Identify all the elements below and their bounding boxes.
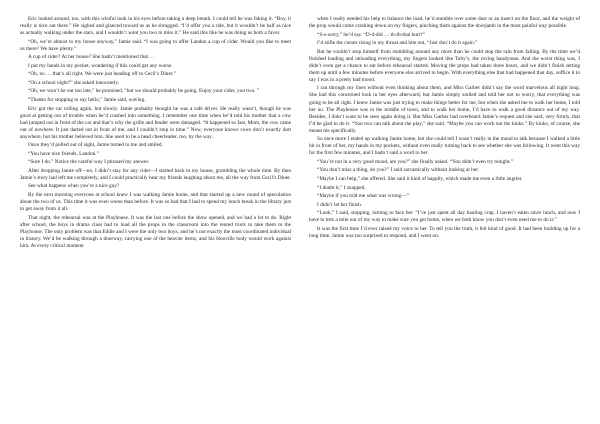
paragraph: Eric got the car rolling again, but slowly. Jamie probably thought he was a safe driver. He really wasn’t, though he was good at getting out of trouble when he’d crashed into something. I remember one time when he’d told his mother that a cow had jumped out in front of the car and that’s why the grille and fender were damaged. “It happened so fast, Mom, the cow came out of nowhere. It just darted out in front of me, and I couldn’t stop in time.” Now, everyone knows cows don’t exactly dart anywhere, but his mother believed him. She used to be a head cheerleader, too, by the way. bbox=[20, 105, 291, 140]
paragraph: “Oh, we’re almost to my house anyway,” Jamie said. “I was going to offer Landon a cup of cider. Would you like to meet us there? We have plenty.” bbox=[20, 38, 291, 52]
paragraph: “Sure I do.” Notice the careful way I phrased my answer. bbox=[28, 159, 150, 166]
paragraph: I didn’t let her finish. bbox=[317, 201, 363, 208]
paragraph: “Look,” I said, stopping, turning to face her. “I’ve just spent all day hauling crap, I haven’t eaten since lunch, and now I have to trek a mile out of my way to make sure you get home, when we both know you don’t even need me to do it.” bbox=[309, 210, 580, 224]
paragraph: So once more I ended up walking Jamie home, but she could tell I wasn’t really in the mood to talk because I walked a little bit in front of her, my hands in my pockets, without even really turning back to see whether she was following. It went this way for the first few minutes, and I hadn’t said a word to her. bbox=[309, 136, 580, 157]
paragraph: “Maybe I can help,” she offered. She said it kind of happily, which made me even a little angrier. bbox=[317, 175, 523, 182]
paragraph: That night, the rehearsal was at the Playhouse. It was the last one before the show opened, and we had a lot to do. Right after school, the boys in drama class had to load all the props in the classroom into the rented truck to take them to the Playhouse. The only problem was that Eddie and I were the only two boys, and he’s not exactly the most coordinated individual in history. We’d be walking through a doorway, carrying one of the heavier items, and his Hooville body would work against him. At every critical moment bbox=[20, 214, 291, 249]
paragraph: Once they’d pulled out of sight, Jamie turned to me and smiled. bbox=[28, 142, 163, 149]
paragraph: Eric looked around, too, with this wistful look in his eyes before taking a deep breath. I could tell he was faking it. “Boy, it really is nice out there.” He sighed and glanced toward us as he shrugged. “I’d offer you a ride, but it wouldn’t be half as nice as actually walking under the stars, and I wouldn’t want you two to miss it.” He said this like he was doing us both a favor. bbox=[20, 16, 291, 37]
paragraph: “You’re not in a very good mood, are you?” she finally asked. “You didn’t even try tonight.” bbox=[317, 158, 514, 165]
paragraph: “On a school night?” she asked innocently. bbox=[28, 79, 120, 86]
paragraph: I ran through my lines without even thinking about them, and Miss Garber didn’t say the word marvelous all night long. She had this concerned look in her eyes afterward, but Jamie simply smiled and told her not to worry, that everything was going to be all right. I knew Jamie was just trying to make things better for me, but when she asked me to walk her home, I told her no. The Playhouse was in the middle of town, and to walk her home, I’d have to walk a good distance out of my way. Besides, I didn’t want to be seen again doing it. But Miss Garber had overheard Jamie’s request and she said, very firmly, that I’d be glad to do it. “You two can talk about the play,” she said. “Maybe you can work out the kinks.” By kinks, of course, she meant me specifically. bbox=[309, 85, 580, 134]
paragraph: After dropping Jamie off—no, I didn’t stay for any cider—I started back to my house, grumbling the whole time. By then Jamie’s story had left me completely, and I could practically hear my friends laughing about me, all the way from Cecil’s Diner. bbox=[20, 167, 291, 181]
paragraph: “Maybe if you told me what was wrong—” bbox=[317, 193, 409, 200]
paragraph: “Thanks for stopping to say hello,” Jamie said, waving. bbox=[28, 96, 146, 103]
paragraph: “Oh, no … that’s all right. We were just heading off to Cecil’s Diner.” bbox=[28, 71, 176, 78]
paragraph: I put my hands in my pocket, wondering if this could get any worse. bbox=[28, 62, 173, 69]
paragraph: By the next morning everyone at school knew I was walking Jamie home, and that started up a new round of speculation about the two of us. This time it was even worse than before. It was so bad that I had to spend my lunch break in the library just to get away from it all. bbox=[20, 192, 291, 213]
right-page bbox=[309, 16, 580, 414]
paragraph: But he couldn’t stop himself from stumbling around any more than he could stop the rain from falling. By the time we’d finished loading and unloading everything, my fingers looked like Toby’s, the roving handyman. And the worst thing was, I didn’t even get a chance to eat before rehearsal started. Moving the props had taken three hours, and we didn’t finish setting them up until a few minutes before everyone else arrived to begin. With everything else that had happened that day, suffice it to say I was in a pretty bad mood. bbox=[309, 48, 580, 83]
paragraph: I’d stifle the curses rising in my throat and bite out, “Just don’t do it again.” bbox=[317, 40, 478, 47]
left-page bbox=[20, 16, 291, 414]
paragraph: “You have nice friends, Landon.” bbox=[28, 150, 99, 157]
paragraph: A cup of cider? At her house? She hadn’t mentioned that. . . bbox=[28, 54, 155, 61]
paragraph: See what happens when you’re a nice guy? bbox=[28, 183, 120, 190]
paragraph: “Oh, we won’t be out too late,” he promised, “but we should probably be going. Enjoy your cider, you two. ” bbox=[28, 88, 260, 95]
paragraph: “S-s-sorry,” he’d say. “D-d-did … th-th-that hurt?” bbox=[317, 31, 425, 38]
paragraph: It was the first time I’d ever raised my voice to her. To tell you the truth, it felt kind of good. It had been building up for a long time. Jamie was too surprised to respond, and I went on. bbox=[309, 225, 580, 239]
paragraph: “You don’t miss a thing, do you?” I said sarcastically without looking at her. bbox=[317, 167, 479, 174]
paragraph: when I really needed his help to balance the load, he’d stumble over some dust or an insect on the floor, and the weight of the prop would come crashing down on my fingers, pinching them against the doorjamb in the most painful way possible. bbox=[309, 16, 580, 30]
paragraph: “I doubt it,” I snapped. bbox=[317, 184, 366, 191]
